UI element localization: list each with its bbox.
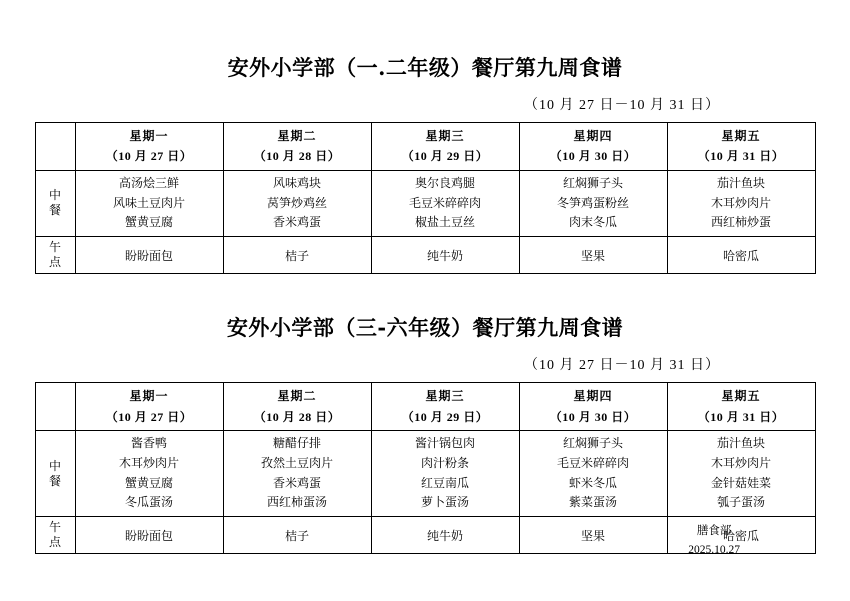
weekday-label: 星期一 xyxy=(129,389,169,404)
cell-lunch-friday xyxy=(667,170,815,236)
date-label: （10 月 31 日） xyxy=(697,149,785,164)
column-header-wednesday xyxy=(371,123,519,171)
corner-cell xyxy=(35,123,75,171)
row-label-char: 午 xyxy=(48,520,61,535)
row-label-char: 点 xyxy=(48,255,61,270)
date-label: （10 月 30 日） xyxy=(549,409,637,424)
column-header-monday xyxy=(75,123,223,171)
dish-item: 莴笋炒鸡丝 xyxy=(266,195,327,210)
dish-item: 虾米冬瓜 xyxy=(568,475,617,490)
table-row-snack xyxy=(35,237,815,274)
dish-item: 风味土豆肉片 xyxy=(112,195,185,210)
column-header-thursday xyxy=(519,383,667,431)
menu-section-grade-3-6 xyxy=(30,312,820,554)
date-label: （10 月 29 日） xyxy=(401,149,489,164)
dish-item: 红焖狮子头 xyxy=(562,435,623,450)
footer-department: 膳食部 xyxy=(696,525,732,538)
weekday-label: 星期三 xyxy=(425,129,465,143)
cell-snack-friday: 哈密瓜 xyxy=(667,237,815,274)
dish-item: 金针菇娃菜 xyxy=(710,475,771,490)
cell-lunch-tuesday xyxy=(223,430,371,516)
menu-table-grade-1-2 xyxy=(35,122,816,274)
date-label: （10 月 27 日） xyxy=(105,149,193,164)
weekday-label: 星期三 xyxy=(425,389,465,404)
dish-item: 毛豆米碎碎肉 xyxy=(408,195,481,210)
dish-item: 茄汁鱼块 xyxy=(716,435,765,450)
column-header-friday xyxy=(667,383,815,431)
cell-lunch-thursday xyxy=(519,170,667,236)
dish-item: 肉末冬瓜 xyxy=(568,215,617,230)
dish-item: 肉汁粉条 xyxy=(420,455,469,470)
footer-date: 2025.10.27 xyxy=(688,543,740,556)
cell-lunch-thursday xyxy=(519,430,667,516)
cell-snack-tuesday: 桔子 xyxy=(223,237,371,274)
cell-lunch-friday xyxy=(667,430,815,516)
dish-item: 紫菜蛋汤 xyxy=(568,495,617,510)
column-header-friday xyxy=(667,123,815,171)
cell-snack-thursday: 坚果 xyxy=(519,237,667,274)
weekday-label: 星期五 xyxy=(721,129,761,143)
cell-snack-wednesday: 纯牛奶 xyxy=(371,237,519,274)
dish-item: 椒盐土豆丝 xyxy=(414,215,475,230)
table-header-row xyxy=(35,383,815,431)
section-spacer xyxy=(30,274,820,300)
weekday-label: 星期二 xyxy=(277,129,317,143)
page-title-primary: 安外小学部（一.二年级）餐厅第九周食谱 xyxy=(227,55,623,80)
dish-item: 高汤烩三鲜 xyxy=(118,175,179,190)
column-header-monday xyxy=(75,383,223,431)
cell-snack-friday: 哈密瓜 xyxy=(667,517,815,554)
weekday-label: 星期五 xyxy=(721,389,761,404)
cell-snack-wednesday: 纯牛奶 xyxy=(371,517,519,554)
dish-item: 西红柿蛋汤 xyxy=(266,495,327,510)
date-label: （10 月 27 日） xyxy=(105,409,193,424)
dish-item: 红焖狮子头 xyxy=(562,175,623,190)
date-range-secondary: （10 月 27 日－10 月 31 日） xyxy=(524,358,720,374)
cell-lunch-monday xyxy=(75,430,223,516)
dish-item: 蟹黄豆腐 xyxy=(124,475,173,490)
table-header-row xyxy=(35,123,815,171)
dish-item: 茄汁鱼块 xyxy=(716,175,765,190)
cell-lunch-monday xyxy=(75,170,223,236)
cell-lunch-tuesday xyxy=(223,170,371,236)
row-label-lunch xyxy=(35,430,75,516)
row-label-char: 午 xyxy=(48,240,61,255)
table-row-lunch xyxy=(35,430,815,516)
cell-snack-monday: 盼盼面包 xyxy=(75,237,223,274)
dish-item: 蟹黄豆腐 xyxy=(124,215,173,230)
dish-item: 糖醋仔排 xyxy=(272,435,321,450)
dish-item: 风味鸡块 xyxy=(272,175,321,190)
column-header-tuesday xyxy=(223,383,371,431)
cell-lunch-wednesday xyxy=(371,170,519,236)
dish-item: 香米鸡蛋 xyxy=(272,215,321,230)
dish-item: 木耳炒肉片 xyxy=(710,455,771,470)
date-label: （10 月 28 日） xyxy=(253,149,341,164)
dish-item: 西红柿炒蛋 xyxy=(710,215,771,230)
cell-snack-thursday: 坚果 xyxy=(519,517,667,554)
row-label-snack xyxy=(35,237,75,274)
dish-item: 木耳炒肉片 xyxy=(118,455,179,470)
date-label: （10 月 28 日） xyxy=(253,409,341,424)
row-label-lunch xyxy=(35,170,75,236)
row-label-snack xyxy=(35,517,75,554)
cell-lunch-wednesday xyxy=(371,430,519,516)
date-label: （10 月 29 日） xyxy=(401,409,489,424)
dish-item: 奥尔良鸡腿 xyxy=(414,175,475,190)
dish-item: 香米鸡蛋 xyxy=(272,475,321,490)
row-label-char: 中 xyxy=(48,188,61,203)
weekday-label: 星期二 xyxy=(277,389,317,404)
dish-item: 木耳炒肉片 xyxy=(710,195,771,210)
column-header-thursday xyxy=(519,123,667,171)
dish-item: 孜然土豆肉片 xyxy=(260,455,333,470)
date-label: （10 月 31 日） xyxy=(697,409,785,424)
dish-item: 萝卜蛋汤 xyxy=(420,495,469,510)
dish-item: 酱汁锅包肉 xyxy=(414,435,475,450)
date-label: （10 月 30 日） xyxy=(549,149,637,164)
column-header-tuesday xyxy=(223,123,371,171)
corner-cell xyxy=(35,383,75,431)
row-label-char: 餐 xyxy=(48,473,61,488)
document-footer xyxy=(688,522,740,559)
cell-snack-tuesday: 桔子 xyxy=(223,517,371,554)
row-label-char: 餐 xyxy=(48,203,61,218)
dish-item: 冬瓜蛋汤 xyxy=(124,495,173,510)
dish-item: 瓠子蛋汤 xyxy=(716,495,765,510)
menu-section-grade-1-2 xyxy=(30,52,820,274)
column-header-wednesday xyxy=(371,383,519,431)
dish-item: 毛豆米碎碎肉 xyxy=(556,455,629,470)
weekday-label: 星期四 xyxy=(573,389,613,404)
page-title-secondary: 安外小学部（三-六年级）餐厅第九周食谱 xyxy=(226,315,624,341)
weekday-label: 星期一 xyxy=(129,129,169,143)
dish-item: 红豆南瓜 xyxy=(420,475,469,490)
table-row-lunch xyxy=(35,170,815,236)
date-range-primary: （10 月 27 日－10 月 31 日） xyxy=(524,98,720,113)
row-label-char: 中 xyxy=(48,458,61,473)
weekday-label: 星期四 xyxy=(573,129,613,143)
dish-item: 冬笋鸡蛋粉丝 xyxy=(556,195,629,210)
row-label-char: 点 xyxy=(48,535,61,550)
dish-item: 酱香鸭 xyxy=(130,435,167,450)
cell-snack-monday: 盼盼面包 xyxy=(75,517,223,554)
